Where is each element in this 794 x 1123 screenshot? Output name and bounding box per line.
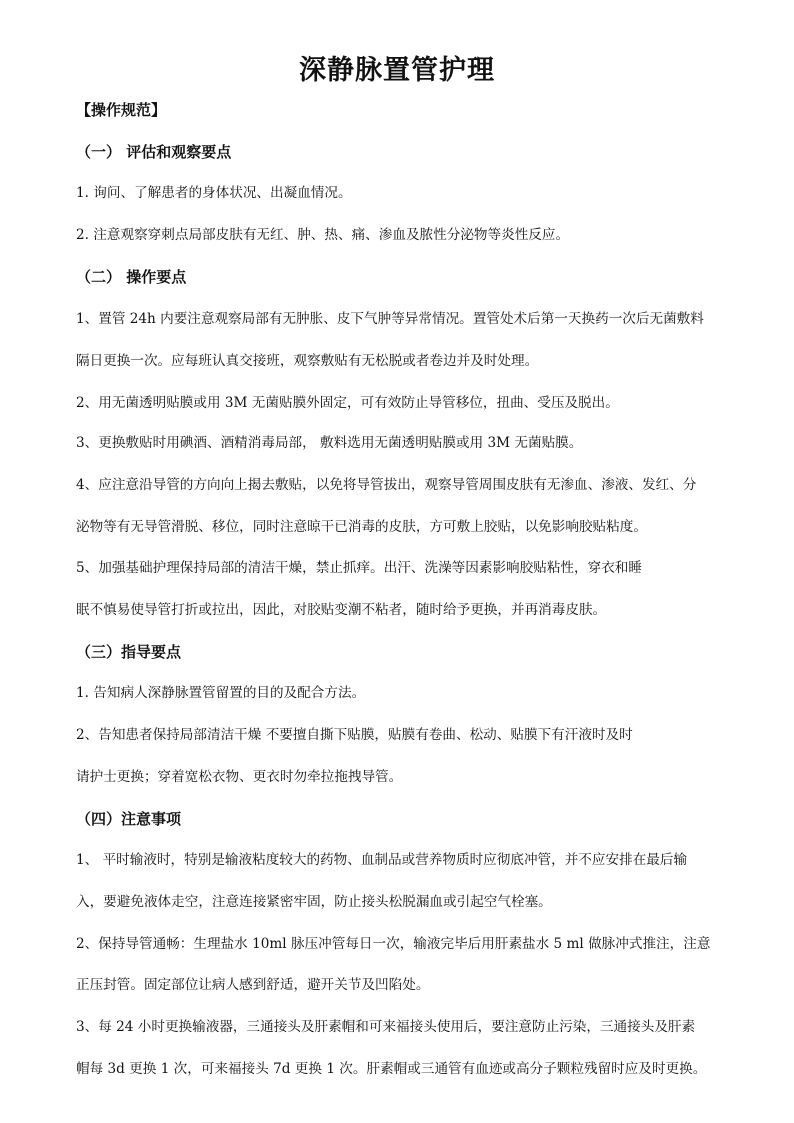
body-line: 请护士更换；穿着宽松衣物、更衣时勿牵拉拖拽导管。 [76,769,403,785]
body-line: 眠不慎易使导管打折或拉出，因此，对胶贴变潮不粘者，随时给予更换，并再消毒皮肤。 [76,602,607,618]
section-label: 【操作规范】 [76,101,167,119]
section-heading-1: （一） 评估和观察要点 [76,143,232,161]
body-line: 3、每 24 小时更换输液器，三通接头及肝素帽和可来福接头使用后，要注意防止污染，三通接头及肝素 [76,1019,696,1035]
body-line: 1、 平时输液时，特别是输液粘度较大的药物、血制品或营养物质时应彻底冲管，并不应安排在最后输 [76,852,688,868]
body-line: 2. 注意观察穿刺点局部皮肤有无红、肿、热、痛、渗血及脓性分泌物等炎性反应。 [76,227,570,243]
body-line: 帽每 3d 更换 1 次，可来福接头 7d 更换 1 次。肝素帽或三通管有血迹或高分子颗粒残留时应及时更换。 [76,1061,707,1077]
body-line: 2、保持导管通畅：生理盐水 10ml 脉压冲管每日一次，输液完毕后用肝素盐水 5 ml 做脉冲式推注，注意 [76,936,711,952]
body-line: 泌物等有无导管滑脱、移位，同时注意晾干已消毒的皮肤，方可敷上胶贴，以免影响胶贴粘度。 [76,519,647,535]
body-line: 2、告知患者保持局部清洁干燥 不要擅自撕下贴膜，贴膜有卷曲、松动、贴膜下有汗液时及时 [76,727,633,743]
section-heading-2: （二） 操作要点 [76,268,187,286]
body-line: 3、更换敷贴时用碘酒、酒精消毒局部， 敷料选用无菌透明贴膜或用 3M 无菌贴膜。 [76,435,583,451]
section-heading-4: （四）注意事项 [76,810,182,828]
body-line: 1. 询问、了解患者的身体状况、出凝血情况。 [76,185,352,201]
body-line: 正压封管。固定部位让病人感到舒适，避开关节及凹陷处。 [76,977,430,993]
body-line: 1、置管 24h 内要注意观察局部有无肿胀、皮下气肿等异常情况。置管处术后第一天换药一次后无菌敷料 [76,311,704,327]
body-line: 1. 告知病人深静脉置管留置的目的及配合方法。 [76,685,366,701]
section-heading-3: （三）指导要点 [76,643,182,661]
body-line: 2、用无菌透明贴膜或用 3M 无菌贴膜外固定，可有效防止导管移位，扭曲、受压及脱出。 [76,395,619,411]
body-line: 隔日更换一次。应每班认真交接班，观察敷贴有无松脱或者卷边并及时处理。 [76,353,539,369]
body-line: 入，要避免液体走空，注意连接紧密牢固，防止接头松脱漏血或引起空气栓塞。 [76,894,552,910]
body-line: 5、加强基础护理保持局部的清洁干燥，禁止抓痒。出汗、洗澡等因素影响胶贴粘性，穿衣和睡 [76,560,642,576]
document-title: 深静脉置管护理 [299,55,495,86]
body-line: 4、应注意沿导管的方向向上揭去敷贴，以免将导管拔出，观察导管周围皮肤有无渗血、渗液、发红、分 [76,477,697,493]
